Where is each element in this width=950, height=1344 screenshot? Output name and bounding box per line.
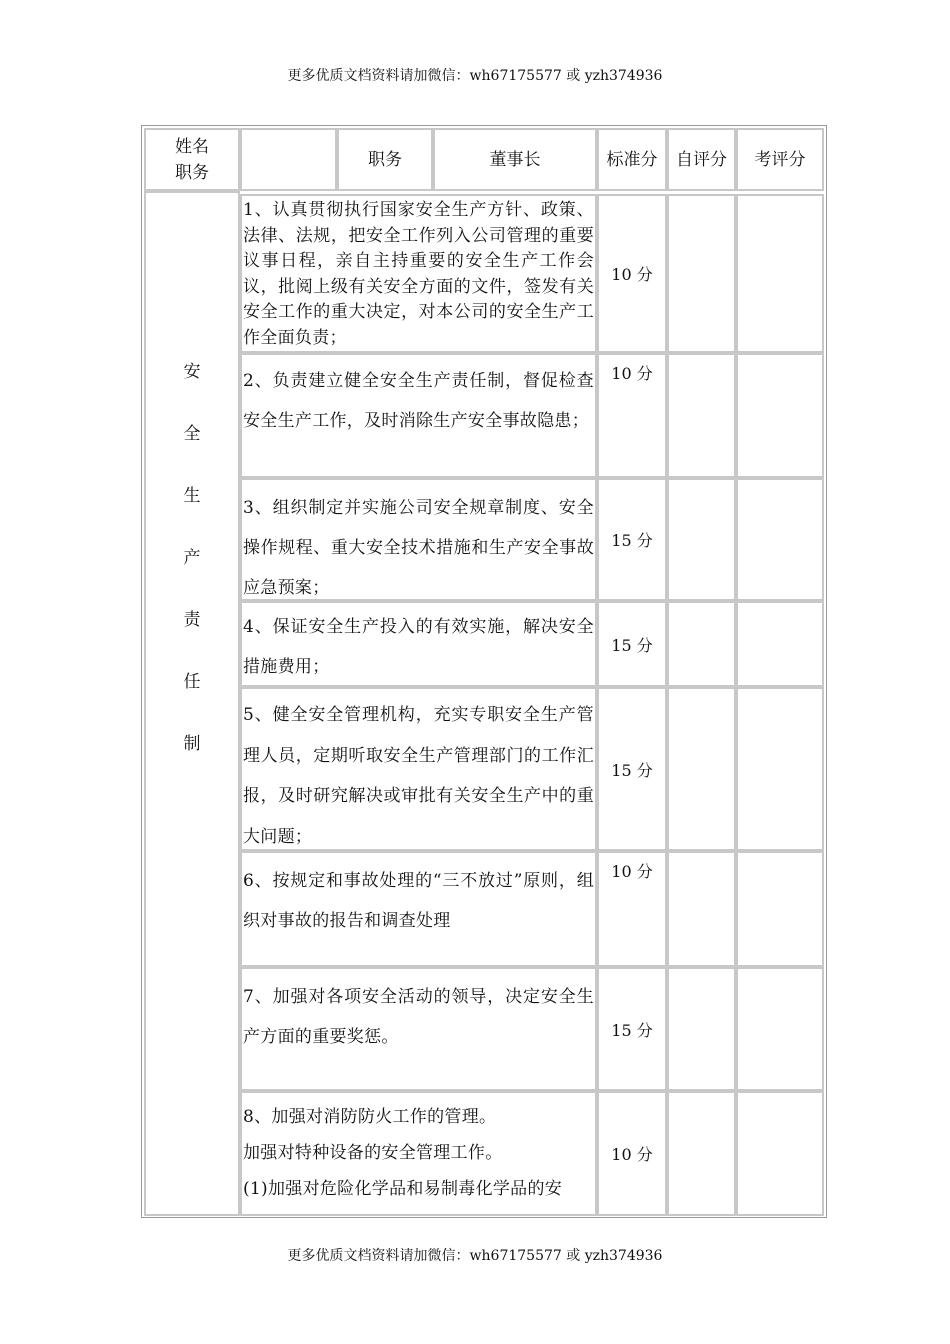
table-row-6-standard-score: [597, 851, 667, 967]
row-8-text-line-3: (1)加强对危险化学品和易制毒化学品的安: [243, 1179, 563, 1199]
position-label: 职务: [368, 149, 402, 170]
table-row-5-self-score: [667, 687, 736, 851]
table-row-4-description: [240, 601, 597, 687]
category-char: 制: [183, 734, 201, 754]
category-char: 安: [183, 362, 201, 382]
table-row-3-description: [240, 478, 597, 601]
row-8-text-line-1: 8、加强对消防防火工作的管理。: [243, 1107, 497, 1127]
table-row-7-self-score: [667, 967, 736, 1091]
table-row-2-description: [240, 353, 597, 478]
row-5-score: 15 分: [611, 760, 653, 780]
table-row-5-description: [240, 687, 597, 851]
row-6-text: 6、按规定和事故处理的“三不放过”原则，组织对事故的报告和调查处理: [243, 871, 594, 931]
header-name-label: 姓名: [175, 136, 209, 157]
table-row-4-self-score: [667, 601, 736, 687]
row-8-score: 10 分: [611, 1145, 653, 1164]
header-self-score: [667, 128, 736, 191]
table-row-5-standard-score: [597, 687, 667, 851]
table-row-2-self-score: [667, 353, 736, 478]
table-row-7-assessment-score: [736, 967, 824, 1091]
header-assessment-score: [736, 128, 824, 191]
table-row-3-standard-score: [597, 478, 667, 601]
table-row-8-assessment-score: [736, 1091, 824, 1216]
category-cell: [144, 191, 240, 1216]
row-4-score: 15 分: [611, 635, 653, 655]
header-position-value: [433, 128, 597, 191]
table-row-1-description: [240, 194, 597, 353]
table-row-2-assessment-score: [736, 353, 824, 478]
table-row-6-assessment-score: [736, 851, 824, 967]
table-row-8-self-score: [667, 1091, 736, 1216]
page-header: 更多优质文档资料请加微信：wh67175577 或 yzh374936: [287, 68, 663, 84]
category-char: 生: [183, 486, 201, 506]
page-footer: 更多优质文档资料请加微信：wh67175577 或 yzh374936: [287, 1248, 663, 1264]
table-row-3-assessment-score: [736, 478, 824, 601]
header-name-position: [144, 128, 240, 191]
row-4-text: 4、保证安全生产投入的有效实施，解决安全措施费用；: [243, 617, 594, 677]
row-7-text: 7、加强对各项安全活动的领导，决定安全生产方面的重要奖惩。: [243, 987, 594, 1047]
table-row-7-description: [240, 967, 597, 1091]
table-row-1-self-score: [667, 194, 736, 353]
table-row-2-standard-score: [597, 353, 667, 478]
category-char: 责: [183, 610, 201, 630]
assessment-score-label: 考评分: [754, 149, 806, 170]
table-row-8-standard-score: [597, 1091, 667, 1216]
category-char: 全: [183, 424, 201, 444]
row-6-score: 10 分: [611, 862, 653, 881]
table-row-4-assessment-score: [736, 601, 824, 687]
table-row-1-assessment-score: [736, 194, 824, 353]
position-value: 董事长: [489, 149, 541, 170]
table-row-3-self-score: [667, 478, 736, 601]
row-8-text-line-2: 加强对特种设备的安全管理工作。: [243, 1143, 503, 1163]
row-2-score: 10 分: [611, 364, 653, 383]
row-7-score: 15 分: [611, 1020, 653, 1040]
self-score-label: 自评分: [676, 149, 727, 170]
table-row-1-standard-score: [597, 194, 667, 353]
category-char: 产: [183, 548, 201, 568]
category-char: 任: [183, 672, 201, 692]
row-1-score: 10 分: [611, 265, 653, 284]
table-row-5-assessment-score: [736, 687, 824, 851]
row-2-text: 2、负责建立健全安全生产责任制，督促检查安全生产工作，及时消除生产安全事故隐患；: [243, 371, 594, 431]
header-name-value: [240, 128, 337, 191]
table-row-6-description: [240, 851, 597, 967]
standard-score-label: 标准分: [606, 149, 658, 170]
header-position-title: [337, 128, 433, 191]
row-3-text: 3、组织制定并实施公司安全规章制度、安全操作规程、重大安全技术措施和生产安全事故应急预案；: [243, 498, 594, 598]
table-row-8-description: [240, 1091, 597, 1216]
row-3-score: 15 分: [611, 531, 653, 550]
header-position-label: 职务: [175, 162, 209, 183]
table-row-6-self-score: [667, 851, 736, 967]
row-5-text: 5、健全安全管理机构，充实专职安全生产管理人员，定期听取安全生产管理部门的工作汇报，及时研究解决或审批有关安全生产中的重大问题；: [243, 705, 594, 847]
table-row-7-standard-score: [597, 967, 667, 1091]
header-standard-score: [597, 128, 667, 191]
table-row-4-standard-score: [597, 601, 667, 687]
row-1-text: 1、认真贯彻执行国家安全生产方针、政策、法律、法规，把安全工作列入公司管理的重要议事日程，亲自主持重要的安全生产工作会议，批阅上级有关安全方面的文件，签发有关安全工作的重大决定，对本公司的安全生产工作全面负责；: [243, 200, 594, 348]
